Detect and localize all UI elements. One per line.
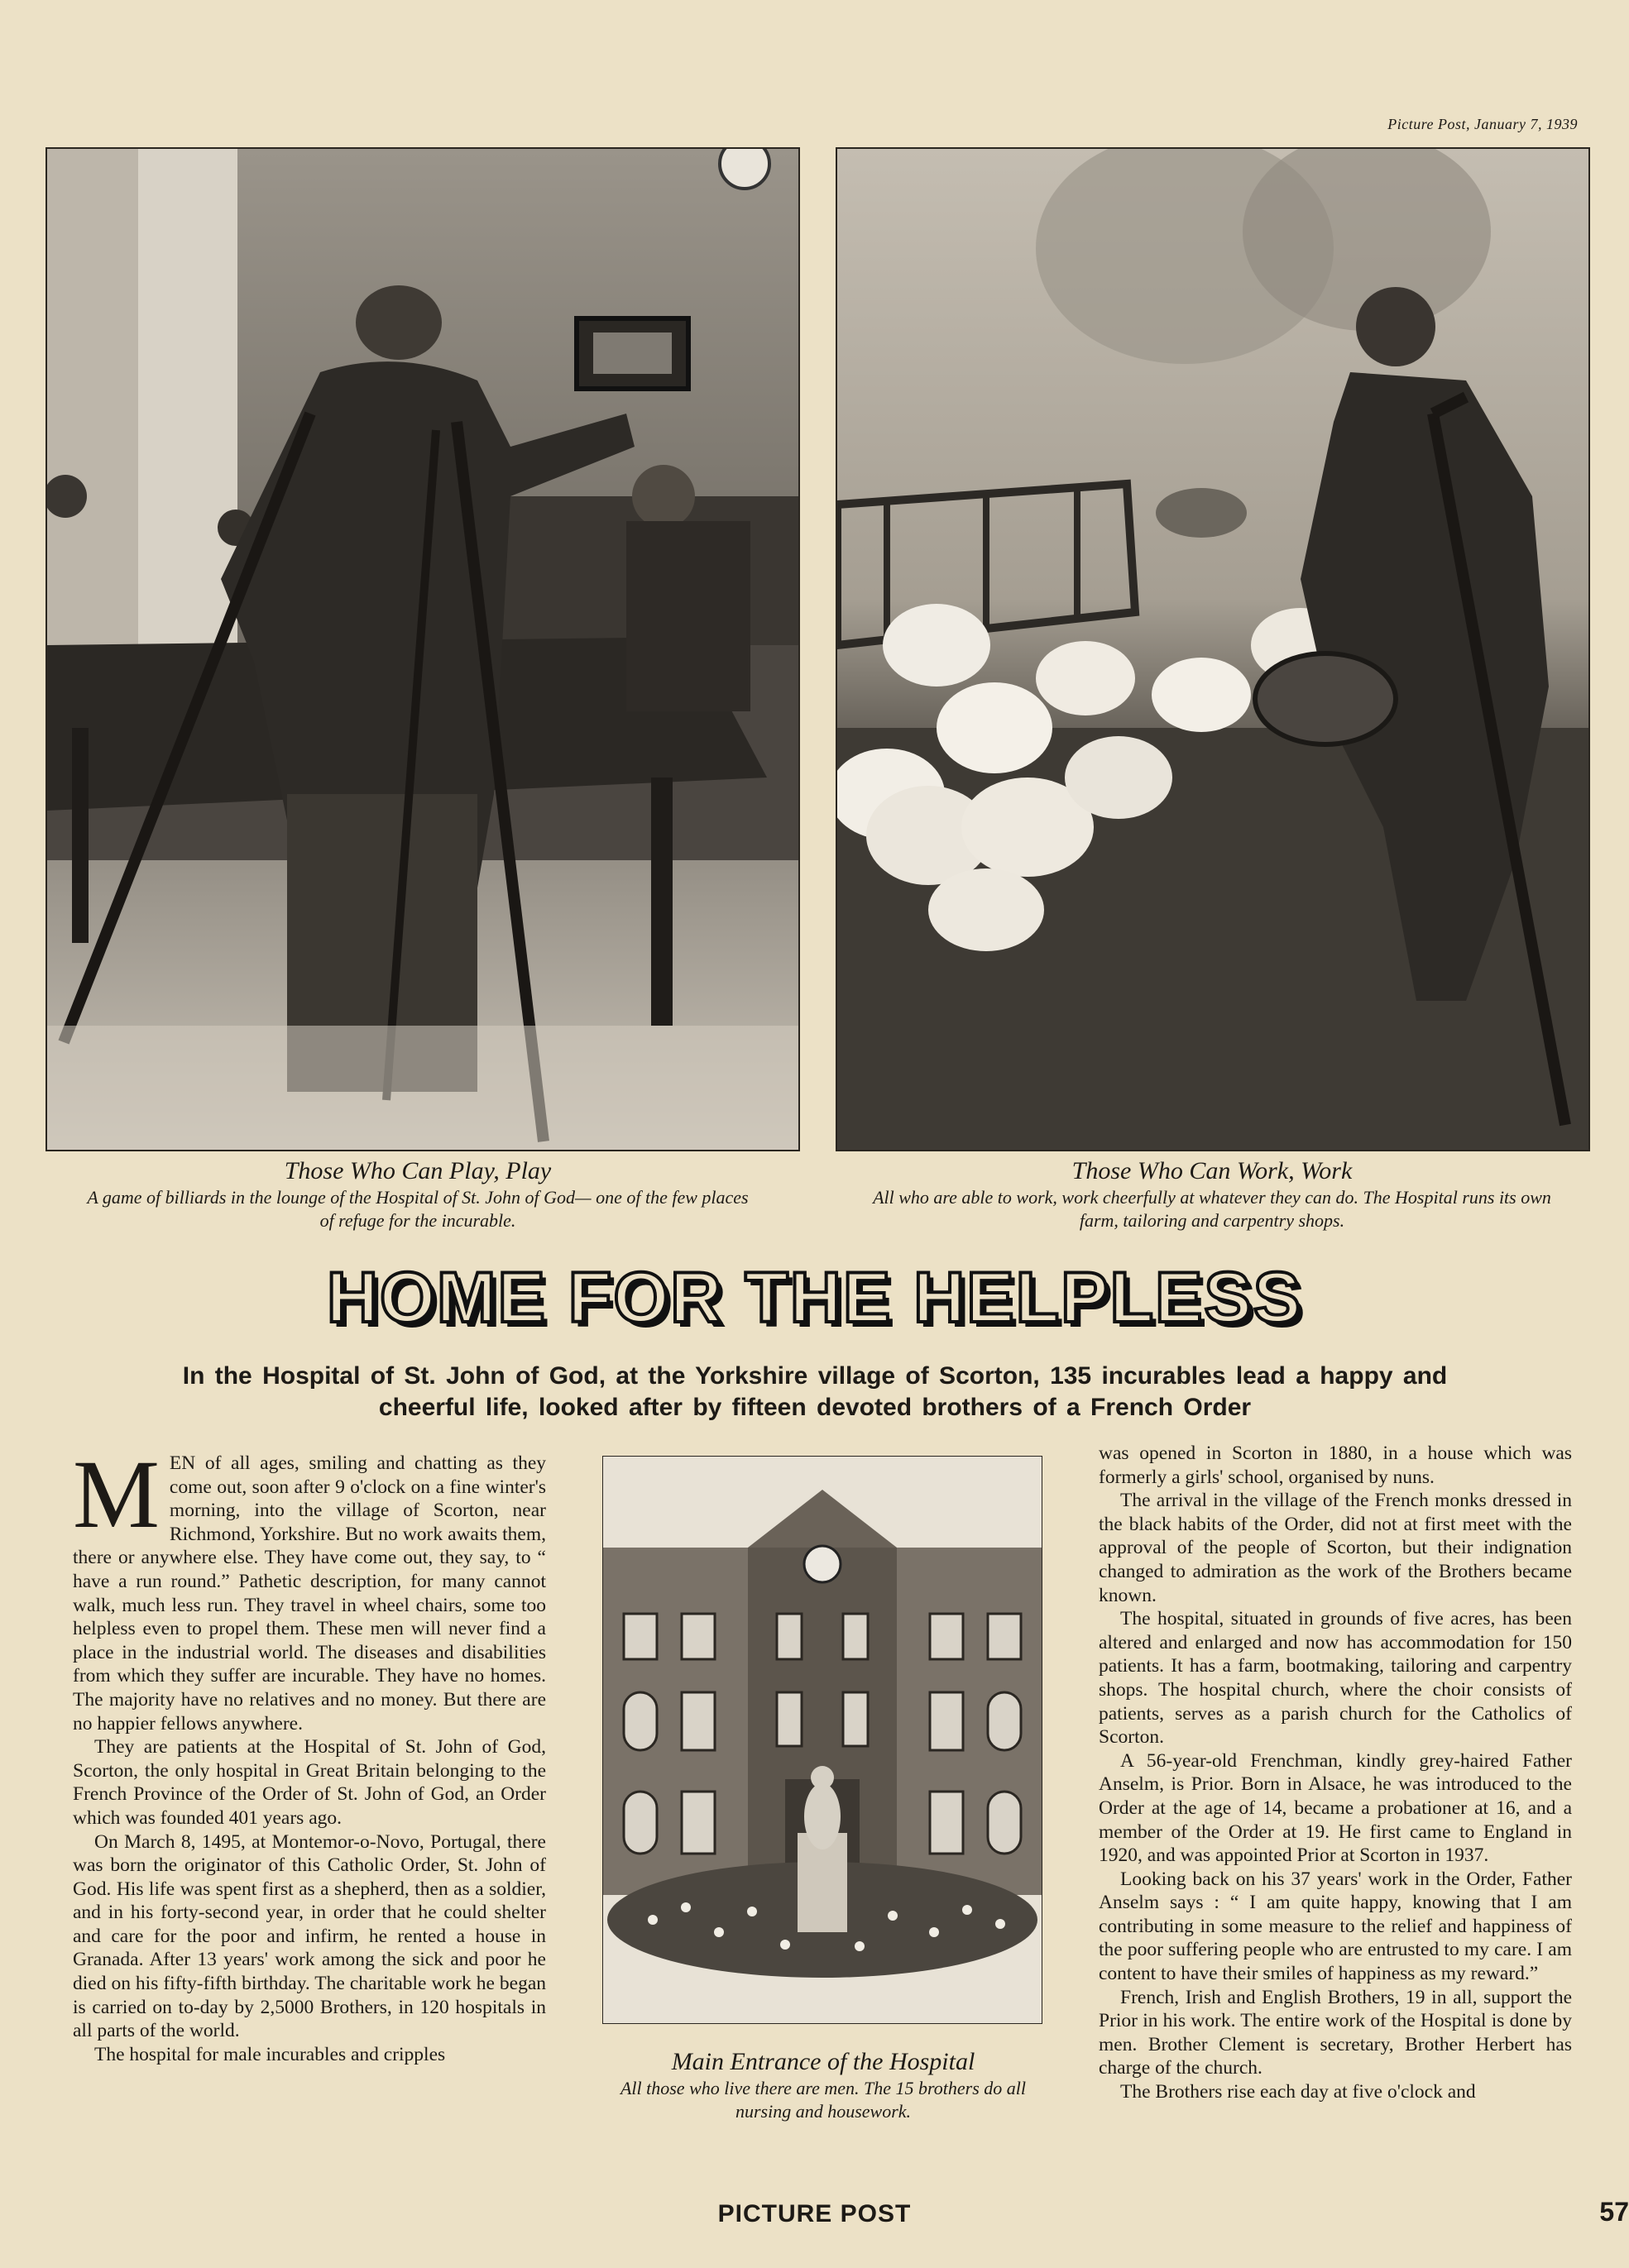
caption-farm [860,1156,1564,1232]
article-column-2 [1099,1442,1572,2104]
caption-hospital [612,2047,1034,2123]
article-headline: HOME FOR THE HELPLESS [326,1258,1303,1337]
running-head: Picture Post, January 7, 1939 [1387,116,1578,132]
caption-title: Main Entrance of the Hospital [671,2048,975,2075]
caption-body: A game of billiards in the lounge of the Hospital of St. John of God— one of the few places of refuge for the incurable. [87,1187,749,1231]
farm-illustration [837,149,1588,1150]
photo-hospital-entrance [602,1456,1042,2024]
article-paragraph: The Brothers rise each day at five o'clock and [1120,2081,1476,2103]
article-paragraph: They are patients at the Hospital of St. John of God, Scorton, the only hospital in Great Britain belonging to the French Province of the Order of St. John of God, an Order which was founded 401 years ago. [73,1736,546,1829]
drop-cap: M [73,1440,160,1548]
caption-body: All who are able to work, work cheerfully at whatever they can do. The Hospital runs its own farm, tailoring and carpentry shops. [873,1187,1551,1231]
photo-billiards [46,147,800,1151]
article-paragraph: The arrival in the village of the French monks dressed in the black habits of the Order, did not at first meet with the approval of the people of Scorton, but their indignation changed to admiration as the work of the Brothers became known. [1099,1490,1572,1606]
article-paragraph: A 56-year-old Frenchman, kindly grey-haired Father Anselm, is Prior. Born in Alsace, he was introduced to the Order at the age of 14, became a probationer at 16, and a member of the Order at 19. He first came to England in 1920, and was appointed Prior at Scorton in 1937. [1099,1749,1572,1867]
article-paragraph: The hospital, situated in grounds of five acres, has been altered and enlarged and now has accommodation for 150 patients. It has a farm, bootmaking, tailoring and carpentry shops. The hospital church, where the choir consists of patients, serves as a parish church for the Catholics of Scorton. [1099,1608,1572,1749]
caption-body: All those who live there are men. The 15 brothers do all nursing and housework. [620,2078,1027,2122]
caption-title: Those Who Can Work, Work [1071,1157,1353,1184]
article-paragraph: The hospital for male incurables and cripples [94,2043,446,2065]
article-paragraph: Looking back on his 37 years' work in the Order, Father Anselm says : “ I am quite happy, knowing that I am contributing in some measure to the relief and happiness of the poor suffering people who are entrusted to my care. I am content to have their smiles of happiness as my reward.” [1099,1868,1572,1985]
caption-title: Those Who Can Play, Play [284,1157,552,1184]
article-deck: In the Hospital of St. John of God, at the Yorkshire village of Scorton, 135 incurables lead a happy and cheerful life, looked after by fifteen devoted brothers of a French Order [182,1362,1448,1421]
article-paragraph: On March 8, 1495, at Montemor-o-Novo, Portugal, there was born the originator of this Catholic Order, St. John of God. His life was spent first as a shepherd, then as a soldier, and in his forty-second year, in order that he could shelter and care for the poor and infirm, he rented a house in Granada. After 13 years' work among the sick and poor he died on his fifty-fifth birthday. The charitable work he began is carried on to-day by 2,5000 Brothers, in 120 hospitals in all parts of the world. [73,1830,546,2042]
caption-billiards [79,1156,757,1232]
article-column-1 [73,1440,546,2066]
hospital-illustration [603,1457,1042,2023]
footer-masthead: PICTURE POST [717,2200,912,2227]
billiards-illustration [47,149,798,1150]
article-paragraph [73,1440,546,1735]
article-paragraph: French, Irish and English Brothers, 19 in all, support the Prior in his work. The entire work of the Hospital is done by men. Brother Clement is secretary, Brother Herbert has charge of the church. [1099,1986,1572,2079]
page-number: 57 [1599,2197,1629,2227]
photo-farm [836,147,1590,1151]
article-paragraph: was opened in Scorton in 1880, in a house which was formerly a girls' school, organised by nuns. [1099,1443,1572,1488]
paragraph-text: EN of all ages, smiling and chatting as they come out, soon after 9 o'clock on a fine winter's morning, into the village of Scorton, near Richmond, Yorkshire. But no work awaits them, there or anywhere else. They have come out, they say, to “ have a run round.” Pathetic description, for many cannot walk, much less run. They travel in wheel chairs, some too helpless even to propel them. These men will never find a place in the industrial world. The diseases and disabilities from which they suffer are incurable. They have no homes. The majority have no relatives and no money. But there are no happier fellows anywhere. [73,1452,546,1734]
